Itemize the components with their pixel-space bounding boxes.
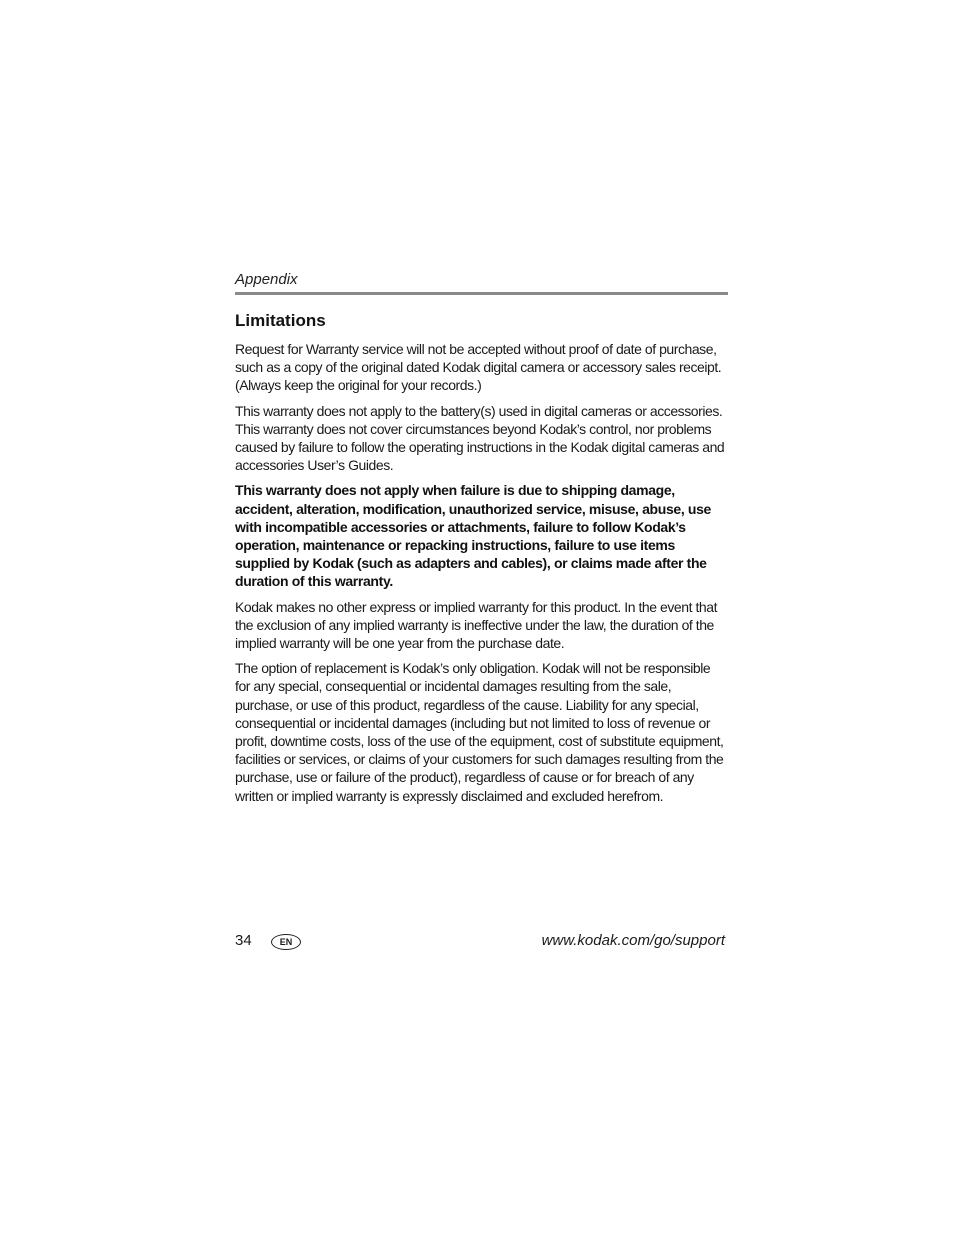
section-heading: Limitations [235, 311, 326, 330]
paragraph-battery-exclusion: This warranty does not apply to the battery(s) used in digital cameras or accessories. This warranty does not cover circumstances beyond Kodak’s control, nor problems caused by failure to follow the operating instructions in the Kodak digital cameras and accessories User’s Guides. [235, 402, 725, 474]
page-footer [235, 932, 725, 952]
paragraph-replacement-obligation: The option of replacement is Kodak’s only obligation. Kodak will not be responsible for any special, consequential or incidental damages resulting from the sale, purchase, or use of this product, regardless of the cause. Liability for any special, consequential or incidental damages (including but not limited to loss of revenue or profit, downtime costs, loss of the use of the equipment, cost of substitute equipment, facilities or services, or claims of your customers for such damages resulting from the purchase, use or failure of the product), regardless of cause or for breach of any written or implied warranty is expressly disclaimed and excluded herefrom. [235, 660, 724, 804]
section-body [235, 340, 728, 812]
paragraph-implied-warranty: Kodak makes no other express or implied warranty for this product. In the event that the exclusion of any implied warranty is ineffective under the law, the duration of the implied warranty will be one year from the purchase date. [235, 598, 718, 652]
paragraph-failure-exclusions: This warranty does not apply when failure is due to shipping damage, accident, alteration, modification, unauthorized service, misuse, abuse, use with incompatible accessories or attachments, failure to follow Kodak’s operation, maintenance or repacking instructions, failure to use items supplied by Kodak (such as adapters and cables), or claims made after the duration of this warranty. [235, 482, 711, 590]
language-badge-icon: EN [271, 934, 301, 950]
support-url[interactable]: www.kodak.com/go/support [541, 932, 725, 949]
running-header: Appendix [235, 271, 298, 288]
paragraph-proof-of-purchase: Request for Warranty service will not be accepted without proof of date of purchase, such as a copy of the original dated Kodak digital camera or accessory sales receipt. (Always keep the original for your records.) [235, 341, 722, 394]
document-page [235, 0, 728, 1235]
page-number: 34 [235, 932, 252, 949]
header-rule [235, 292, 728, 295]
